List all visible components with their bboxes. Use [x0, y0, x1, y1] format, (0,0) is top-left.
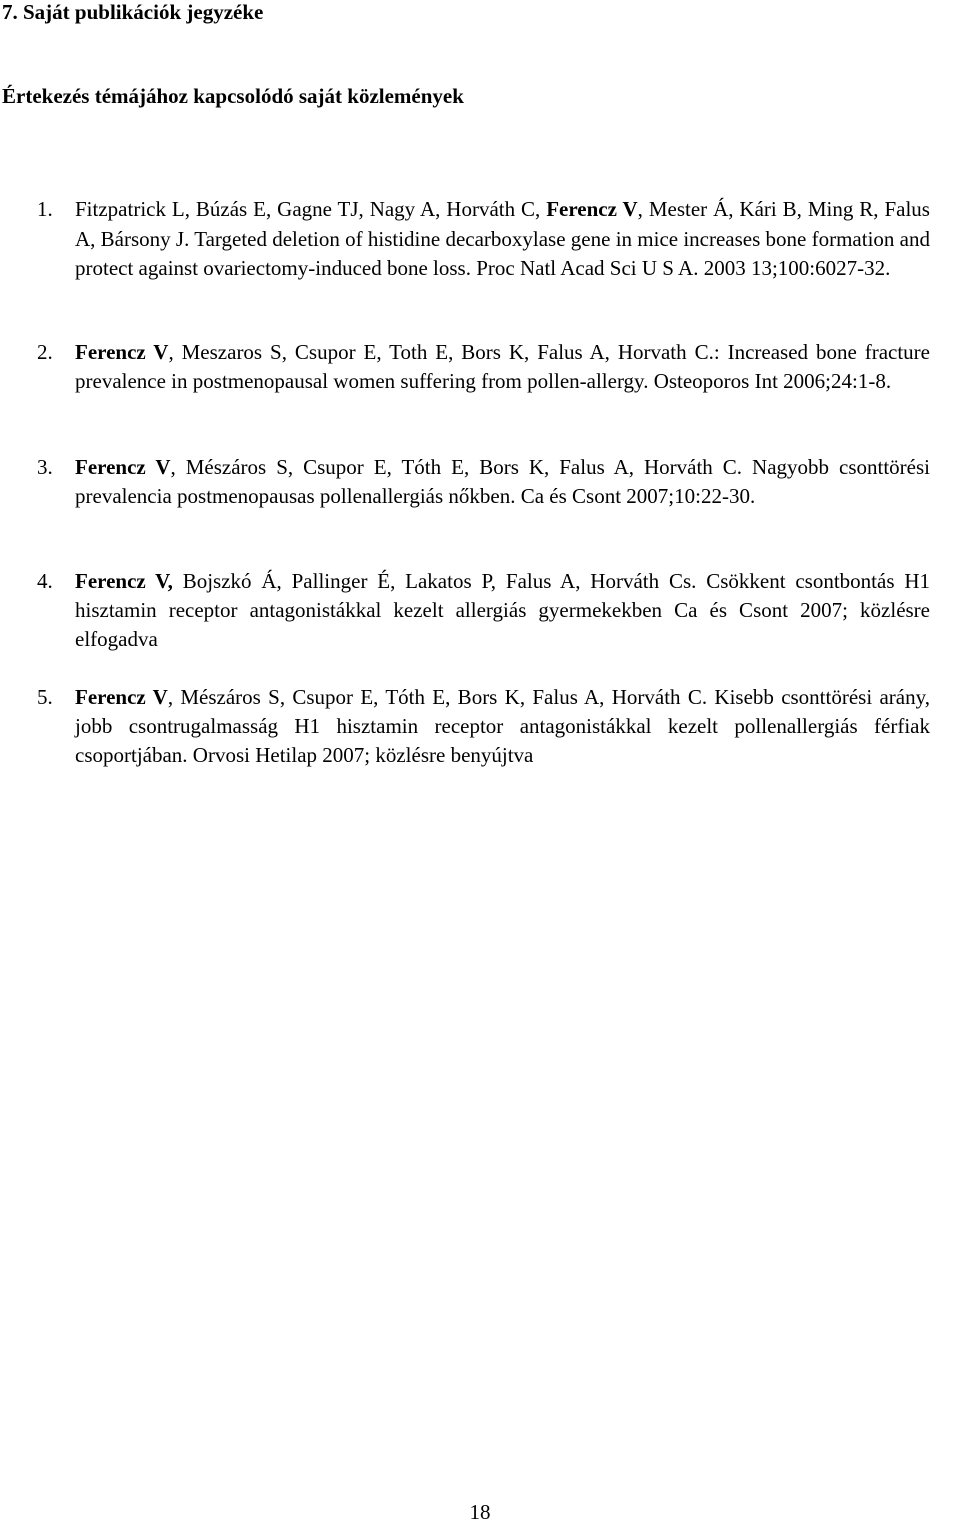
publication-number: 4.: [37, 569, 53, 593]
highlighted-author: Ferencz V: [546, 197, 638, 221]
publication-citation: Bojszkó Á, Pallinger É, Lakatos P, Falus A, Horváth Cs. Csökkent csontbontás H1 hisztamin receptor antagonistákkal kezelt allergiás gyermekekben Ca és Csont 2007; közlésre elfogadva: [75, 569, 930, 651]
highlighted-author: Ferencz V: [75, 340, 169, 364]
publication-citation: , Mester Á, Kári B, Ming R, Falus A, Bársony J. Targeted deletion of histidine decarboxylase gene in mice increases bone formation and protect against ovariectomy-induced bone loss. Proc Natl Acad Sci U S A. 2003 13;100:6027-32.: [75, 197, 930, 280]
page-number: 18: [469, 1500, 491, 1524]
publication-item: [37, 683, 930, 770]
publication-item: [37, 195, 930, 284]
publication-number: 3.: [37, 455, 53, 479]
publication-citation: , Mészáros S, Csupor E, Tóth E, Bors K, Falus A, Horváth C. Kisebb csonttörési arány, jobb csontrugalmasság H1 hisztamin receptor antagonistákkal kezelt pollenallergiás férfiak csoportjában. Orvosi Hetilap 2007; közlésre benyújtva: [75, 685, 930, 767]
highlighted-author: Ferencz V: [75, 685, 168, 709]
publication-number: 1.: [37, 197, 53, 221]
section-title: 7. Saját publikációk jegyzéke: [2, 0, 264, 24]
publication-number: 2.: [37, 340, 53, 364]
publication-authors: Fitzpatrick L, Búzás E, Gagne TJ, Nagy A, Horváth C,: [75, 197, 547, 221]
highlighted-author: Ferencz V,: [75, 569, 173, 593]
publication-number: 5.: [37, 685, 53, 709]
publication-citation: , Meszaros S, Csupor E, Toth E, Bors K, Falus A, Horvath C.: Increased bone fracture prevalence in postmenopausal women suffering from pollen-allergy. Osteoporos Int 2006;24:1-8.: [75, 340, 930, 393]
publication-item: [37, 567, 930, 654]
publication-item: [37, 453, 930, 511]
highlighted-author: Ferencz V: [75, 455, 171, 479]
subsection-title: Értekezés témájához kapcsolódó saját közlemények: [2, 84, 464, 108]
publication-item: [37, 338, 930, 396]
publication-citation: , Mészáros S, Csupor E, Tóth E, Bors K, Falus A, Horváth C. Nagyobb csonttörési prevalencia postmenopausas pollenallergiás nőkben. Ca és Csont 2007;10:22-30.: [75, 455, 930, 508]
